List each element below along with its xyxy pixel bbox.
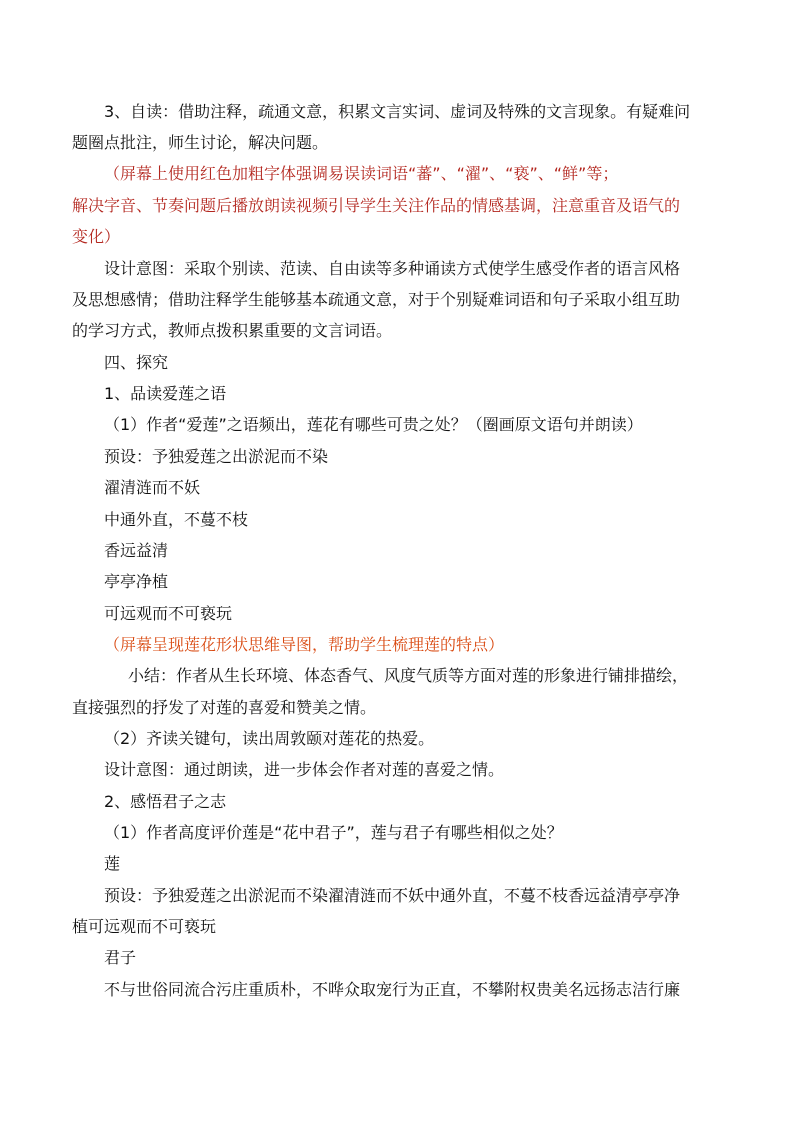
text-line: 题圈点批注，师生讨论，解决问题。 [72, 133, 329, 152]
text-line: 濯清涟而不妖 [104, 478, 201, 497]
section-heading: 四、探究 [104, 353, 169, 372]
text-line: 及思想感情；借助注释学生能够基本疏通文意，对于个别疑难词语和句子采取小组互助 [72, 290, 681, 309]
text-line: 直接强烈的抒发了对莲的喜爱和赞美之情。 [72, 698, 377, 717]
text-line: 植可远观而不可亵玩 [72, 917, 217, 936]
text-line: 君子 [104, 948, 137, 967]
subsection-heading: 1、品读爱莲之语 [104, 384, 227, 403]
text-line-highlight: 变化） [72, 227, 121, 246]
text-line: （2）齐读关键句，读出周敦颐对莲花的热爱。 [104, 729, 435, 748]
text-line: 不与世俗同流合污庄重质朴，不哗众取宠行为正直，不攀附权贵美名远扬志洁行廉 [104, 980, 681, 999]
text-line: 设计意图：采取个别读、范读、自由读等多种诵读方式使学生感受作者的语言风格 [104, 259, 681, 278]
text-line: 莲 [104, 854, 121, 873]
text-line: 预设：予独爱莲之出淤泥而不染 [104, 447, 329, 466]
text-line-highlight: （屏幕上使用红色加粗字体强调易误读词语“蕃”、“濯”、“亵”、“鲜”等； [104, 164, 619, 183]
text-line: 的学习方式，教师点拨积累重要的文言词语。 [72, 321, 393, 340]
text-line: 预设：予独爱莲之出淤泥而不染濯清涟而不妖中通外直，不蔓不枝香远益清亭亭净 [104, 886, 681, 905]
text-line: 亭亭净植 [104, 572, 169, 591]
text-line: 香远益清 [104, 541, 169, 560]
text-line: 可远观而不可亵玩 [104, 604, 233, 623]
subsection-heading: 2、感悟君子之志 [104, 792, 227, 811]
text-line: 设计意图：通过朗读，进一步体会作者对莲的喜爱之情。 [104, 760, 505, 779]
text-line: （1）作者“爱莲”之语频出，莲花有哪些可贵之处？（圈画原文语句并朗读） [104, 415, 643, 434]
text-line: 中通外直，不蔓不枝 [104, 510, 249, 529]
text-line: 小结：作者从生长环境、体态香气、风度气质等方面对莲的形象进行铺排描绘， [128, 666, 689, 685]
text-line-highlight: （屏幕呈现莲花形状思维导图，帮助学生梳理莲的特点） [104, 635, 505, 654]
text-line: 3、自读：借助注释，疏通文意，积累文言实词、虚词及特殊的文言现象。有疑难问 [104, 102, 691, 121]
text-line-highlight: 解决字音、节奏问题后播放朗读视频引导学生关注作品的情感基调，注意重音及语气的 [72, 196, 681, 215]
text-line: （1）作者高度评价莲是“花中君子”，莲与君子有哪些相似之处？ [104, 823, 563, 842]
